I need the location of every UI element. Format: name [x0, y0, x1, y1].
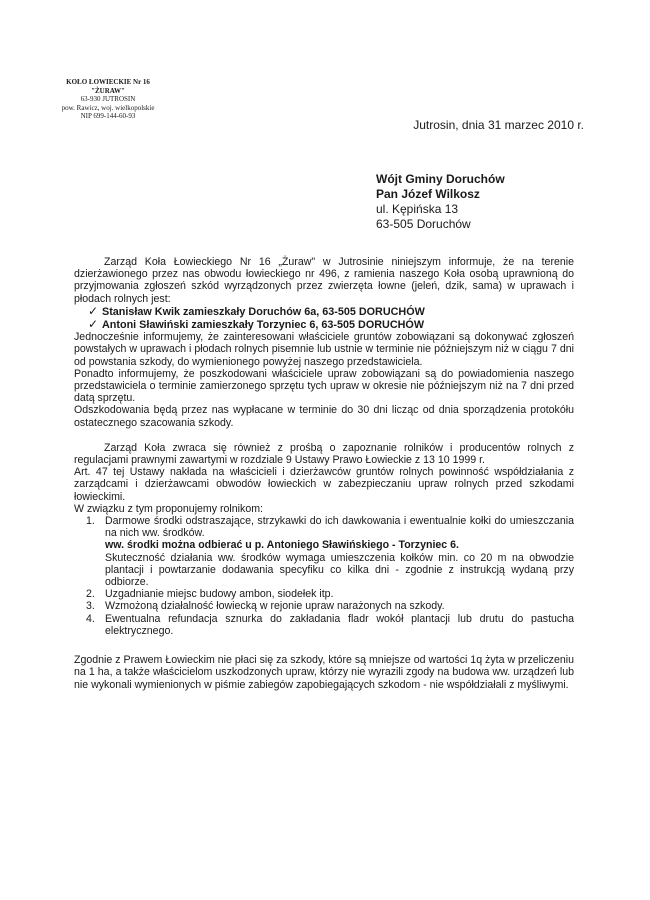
measure-number: 1. — [86, 515, 95, 528]
recipient-title: Wójt Gminy Doruchów — [376, 172, 505, 186]
measures-list — [74, 515, 574, 637]
sender-region: pow. Rawicz, woj. wielkopolskie — [61, 103, 155, 112]
measure-item — [74, 588, 574, 600]
measure-text: Ewentualna refundacja sznurka do zakładania fladr wokół plantacji lub drutu do pastucha elektrycznego. — [105, 612, 574, 637]
sender-postal: 63-930 JUTROSIN — [80, 95, 136, 104]
checkmark-icon: ✓ — [88, 317, 99, 332]
notify-paragraph: Ponadto informujemy, że poszkodowani właściciele upraw zobowiązani są do powiadomienia naszego przedstawiciela o terminie zamierzonego sprzętu tych upraw w okresie nie późniejszym niż na 7 dni przed datą sprzętu. — [74, 367, 574, 405]
measure-number: 4. — [86, 612, 95, 625]
measure-number: 2. — [86, 588, 95, 601]
recipient-block — [376, 172, 505, 232]
measure-item — [74, 515, 574, 588]
person-text: Antoni Sławiński zamieszkały Torzyniec 6, 63-505 DORUCHÓW — [102, 319, 425, 332]
measure-item — [74, 600, 574, 612]
recipient-name: Pan Józef Wilkosz — [376, 187, 480, 201]
payment-paragraph: Odszkodowania będą przez nas wypłacane w terminie do 30 dni licząc od dnia sporządzenia protokółu ostatecznego szacowania szkody. — [74, 404, 574, 429]
measure-extra: Skuteczność działania ww. środków wymaga umieszczenia kołków min. co 20 m na obwodzie plantacji i powtarzanie dodawania specyfiku co kilka dni - zgodnie z instrukcją wydaną przy odbiorze. — [105, 551, 574, 589]
propose-paragraph: W związku z tym proponujemy rolnikom: — [74, 502, 263, 515]
person-text: Stanisław Kwik zamieszkały Doruchów 6a, 63-505 DORUCHÓW — [102, 305, 425, 318]
measure-text: Uzgadnianie miejsc budowy ambon, siodełek itp. — [105, 588, 334, 601]
recipient-street: ul. Kępińska 13 — [376, 202, 459, 216]
measure-item — [74, 613, 574, 637]
final-paragraph: Zgodnie z Prawem Łowieckim nie płaci się za szkody, które są mniejsze od wartości 1q żyta w przeliczeniu na 1 ha, a także właścicielom uszkodzonych upraw, którzy nie wyrazili zgody na budowa ww. urządzeń lub nie wykonali wymienionych w piśmie zabiegów zapobiegających szkodom - nie współdziałali z myśliwymi. — [74, 654, 574, 691]
person-item — [88, 318, 574, 331]
sender-club-name: "ŻURAW" — [91, 86, 125, 95]
measure-text: Darmowe środki odstraszające, strzykawki do ich dawkowania i ewentualnie kołki do umieszczania na nich ww. środków. — [105, 515, 574, 540]
sender-stamp — [60, 78, 156, 121]
owners-paragraph: Jednocześnie informujemy, że zainteresowani właściciele gruntów zobowiązani są dokonywać zgłoszeń powstałych w uprawach i płodach rolnych pisemnie lub ustnie w terminie nie późniejszym niż w ciągu 7 dni od powstania szkody, do wymienionego powyżej naszego przedstawiciela. — [74, 331, 574, 368]
recipient-city: 63-505 Doruchów — [376, 217, 471, 231]
person-item — [88, 305, 574, 318]
intro-paragraph: Zarząd Koła Łowieckiego Nr 16 „Żuraw" w Jutrosinie niniejszym informuje, że na terenie dzierżawionego przez nas obwodu łowieckiego nr 496, z ramienia naszego Koła osobą uprawnioną do przyjmowania zgłoszeń szkód wyrządzonych przez zwierzęta łowne (jeleń, dzik, sama) w uprawach i płodach rolnych jest: — [74, 256, 574, 305]
letter-date: Jutrosin, dnia 31 marzec 2010 r. — [413, 118, 584, 132]
request-paragraph: Zarząd Koła zwraca się również z prośbą o zapoznanie rolników i producentów rolnych z regulacjami prawnymi zawartymi w rozdziale 9 Ustawy Prawo Łowieckie z 13 10 1999 r. — [74, 441, 574, 467]
sender-nip: NIP 699-144-60-93 — [80, 112, 136, 121]
sender-name: KOŁO ŁOWIECKIE Nr 16 — [66, 78, 150, 86]
checkmark-icon: ✓ — [88, 303, 99, 318]
measure-text: Wzmożoną działalność łowiecką w rejonie upraw narażonych na szkody. — [105, 600, 445, 613]
letter-body — [74, 256, 574, 691]
measure-number: 3. — [86, 600, 95, 613]
art47-paragraph: Art. 47 tej Ustawy nakłada na właścicieli i dzierżawców gruntów rolnych powinność współdziałania z zarządcami i dzierżawcami obwodów łowieckich w zabezpieczaniu upraw rolnych przed szkodami łowieckimi. — [74, 466, 574, 503]
measure-pickup-note: ww. środki można odbierać u p. Antoniego Sławińskiego - Torzyniec 6. — [105, 539, 459, 552]
